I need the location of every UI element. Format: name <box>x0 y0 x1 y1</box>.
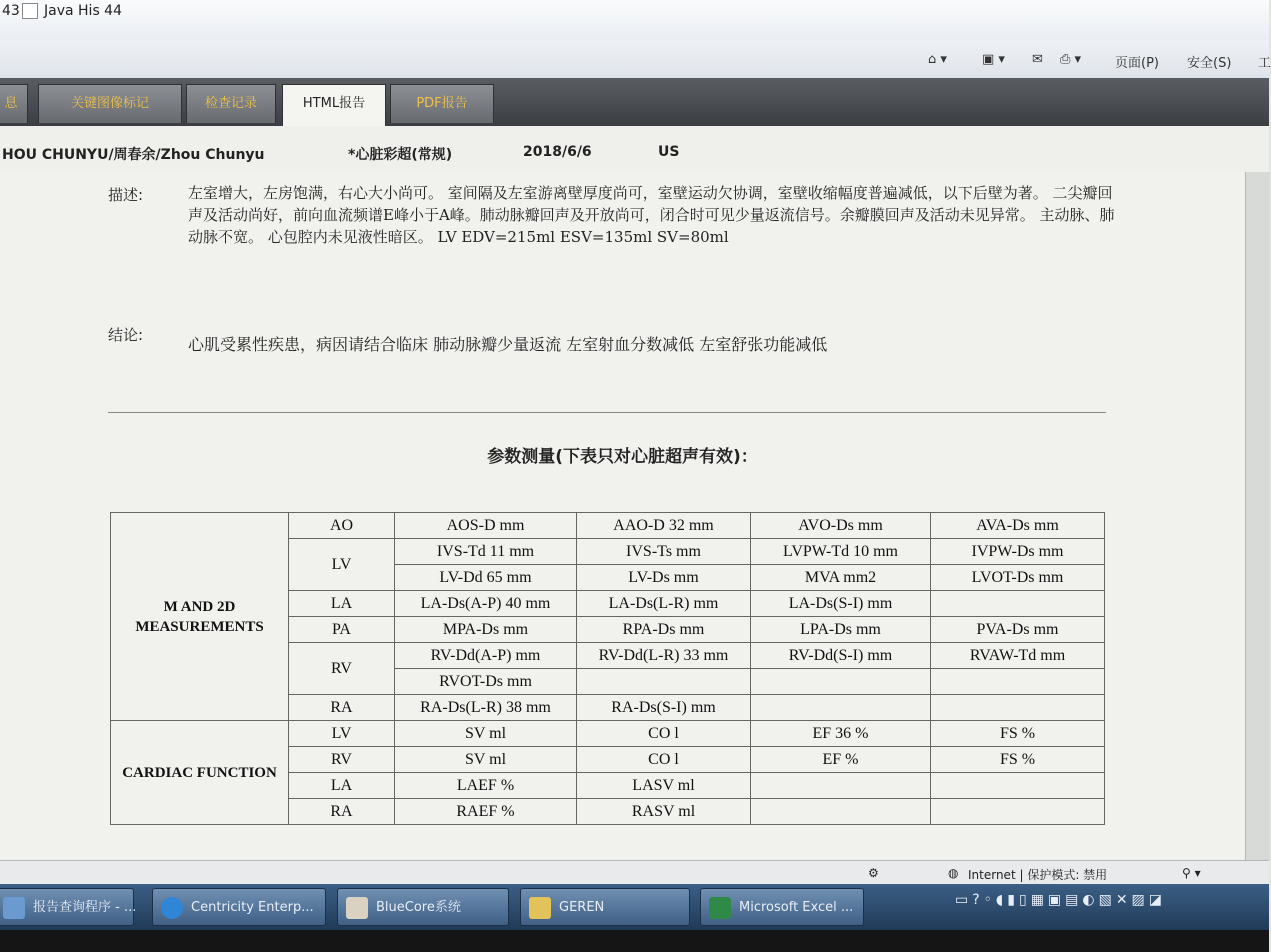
home-icon[interactable]: ⌂ ▾ <box>928 52 947 67</box>
row-label: LV <box>289 539 395 591</box>
row-label: PA <box>289 617 395 643</box>
windows-taskbar <box>0 884 1269 930</box>
cell: SV ml <box>395 747 577 773</box>
system-tray-icons[interactable]: ▭?◦◖▮▯▦▣▤◐▧✕▨◪ <box>955 892 1167 908</box>
cell: MVA mm2 <box>751 565 931 591</box>
tab-html-report[interactable]: HTML报告 <box>282 84 386 127</box>
cell: EF 36 % <box>751 721 931 747</box>
cell: PVA-Ds mm <box>931 617 1105 643</box>
cell: LVPW-Td 10 mm <box>751 539 931 565</box>
cell: RPA-Ds mm <box>577 617 751 643</box>
cell: RA-Ds(L-R) 38 mm <box>395 695 577 721</box>
folder-icon <box>529 897 551 919</box>
taskbar-geren-folder[interactable] <box>520 888 690 926</box>
browser-status-bar <box>0 860 1269 885</box>
safety-menu[interactable]: 安全(S) <box>1187 56 1232 71</box>
cell: LPA-Ds mm <box>751 617 931 643</box>
cell <box>931 669 1105 695</box>
row-label: LA <box>289 591 395 617</box>
modality: US <box>658 144 680 160</box>
row-label: RA <box>289 799 395 825</box>
window-title-prefix: 43 <box>2 3 20 19</box>
vertical-scrollbar[interactable] <box>1245 172 1270 860</box>
ie-icon <box>161 897 183 919</box>
cell: RASV ml <box>577 799 751 825</box>
cell: FS % <box>931 747 1105 773</box>
row-label: LA <box>289 773 395 799</box>
table-row <box>111 513 1105 539</box>
exam-name: *心脏彩超(常规) <box>348 147 453 163</box>
row-label: AO <box>289 513 395 539</box>
taskbar-label: GEREN <box>559 900 605 915</box>
tab-info[interactable]: 息 <box>0 84 28 123</box>
cell <box>931 799 1105 825</box>
tab-key-image-marks[interactable]: 关键图像标记 <box>38 84 182 123</box>
taskbar-centricity[interactable] <box>152 888 326 926</box>
cell: RVAW-Td mm <box>931 643 1105 669</box>
security-icon: ⚙ <box>868 866 879 880</box>
tools-menu[interactable]: 工 <box>1258 56 1271 71</box>
cell <box>751 773 931 799</box>
exam-date: 2018/6/6 <box>523 144 592 160</box>
window-title: Java His 44 <box>44 3 122 19</box>
excel-icon <box>709 897 731 919</box>
cell <box>577 669 751 695</box>
cell: IVPW-Ds mm <box>931 539 1105 565</box>
cell: LAEF % <box>395 773 577 799</box>
patient-info-bar <box>0 126 1269 173</box>
report-content <box>0 172 1245 860</box>
cell: CO l <box>577 721 751 747</box>
cell: IVS-Td 11 mm <box>395 539 577 565</box>
cell <box>751 695 931 721</box>
java-icon <box>346 897 368 919</box>
cell: RV-Dd(L-R) 33 mm <box>577 643 751 669</box>
row-label: RV <box>289 643 395 695</box>
taskbar-label: Microsoft Excel ... <box>739 900 854 915</box>
cell <box>931 591 1105 617</box>
mail-icon[interactable]: ✉ <box>1032 52 1043 67</box>
zoom-icon[interactable]: ⚲ ▾ <box>1182 866 1201 880</box>
taskbar-label: BlueCore系统 <box>376 900 461 915</box>
group-cardiac-function: CARDIAC FUNCTION <box>111 721 289 825</box>
app-icon <box>3 897 25 919</box>
cell: LA-Ds(L-R) mm <box>577 591 751 617</box>
group-m2d: M AND 2D MEASUREMENTS <box>111 513 289 721</box>
row-label: LV <box>289 721 395 747</box>
monitor-bezel <box>0 930 1269 952</box>
taskbar-label: Centricity Enterp... <box>191 900 314 915</box>
description-label: 描述: <box>108 186 144 204</box>
measurement-table <box>110 512 1105 825</box>
taskbar-label: 报告查询程序 - ... <box>33 900 137 915</box>
table-row <box>111 721 1105 747</box>
description-text: 左室增大，左房饱满，右心大小尚可。 室间隔及左室游离壁厚度尚可，室壁运动欠协调，室壁收缩幅度普遍减低，以下后壁为著。 二尖瓣回声及活动尚好，前向血流频谱E峰小于A峰。肺动脉瓣回声及开放尚可，闭合时可见少量返流信号。余瓣膜回声及活动未见异常。 主动脉、肺动脉不宽。 心包腔内未见液性暗区。 LV EDV=215ml ESV=135ml SV=80ml <box>188 184 1115 246</box>
page-menu[interactable]: 页面(P) <box>1115 56 1159 71</box>
cell: CO l <box>577 747 751 773</box>
cell: AAO-D 32 mm <box>577 513 751 539</box>
taskbar-report-query[interactable] <box>0 888 137 926</box>
patient-name: HOU CHUNYU/周春余/Zhou Chunyu <box>2 147 265 163</box>
report-tab-bar <box>0 78 1269 126</box>
cell: LVOT-Ds mm <box>931 565 1105 591</box>
cell: LA-Ds(A-P) 40 mm <box>395 591 577 617</box>
print-icon[interactable]: ⎙ ▾ <box>1060 52 1082 67</box>
cell: AOS-D mm <box>395 513 577 539</box>
globe-icon: ◍ <box>948 866 959 880</box>
cell: FS % <box>931 721 1105 747</box>
cell: AVO-Ds mm <box>751 513 931 539</box>
cell: RAEF % <box>395 799 577 825</box>
cell: RV-Dd(A-P) mm <box>395 643 577 669</box>
java-app-icon <box>22 3 38 19</box>
cell <box>931 695 1105 721</box>
row-label: RA <box>289 695 395 721</box>
cell: LV-Ds mm <box>577 565 751 591</box>
browser-command-bar <box>0 40 1269 79</box>
cell: LV-Dd 65 mm <box>395 565 577 591</box>
taskbar-excel[interactable] <box>700 888 864 926</box>
cell: RV-Dd(S-I) mm <box>751 643 931 669</box>
cell: AVA-Ds mm <box>931 513 1105 539</box>
cell: EF % <box>751 747 931 773</box>
conclusion-label: 结论: <box>108 326 144 344</box>
tab-exam-record[interactable]: 检查记录 <box>186 84 276 123</box>
cell <box>751 799 931 825</box>
cell <box>931 773 1105 799</box>
zone-status: Internet | 保护模式: 禁用 <box>968 868 1108 882</box>
row-label: RV <box>289 747 395 773</box>
conclusion-text: 心肌受累性疾患，病因请结合临床 肺动脉瓣少量返流 左室射血分数减低 左室舒张功能减低 <box>188 335 828 354</box>
feeds-icon[interactable]: ▣ ▾ <box>982 52 1005 67</box>
section-divider <box>108 412 1106 413</box>
window-titlebar <box>0 0 1269 41</box>
cell <box>751 669 931 695</box>
cell: RVOT-Ds mm <box>395 669 577 695</box>
cell: LA-Ds(S-I) mm <box>751 591 931 617</box>
taskbar-bluecore[interactable] <box>337 888 509 926</box>
cell: RA-Ds(S-I) mm <box>577 695 751 721</box>
tab-pdf-report[interactable]: PDF报告 <box>390 84 494 123</box>
table-heading: 参数测量(下表只对心脏超声有效)： <box>487 447 758 467</box>
cell: LASV ml <box>577 773 751 799</box>
cell: MPA-Ds mm <box>395 617 577 643</box>
cell: IVS-Ts mm <box>577 539 751 565</box>
cell: SV ml <box>395 721 577 747</box>
